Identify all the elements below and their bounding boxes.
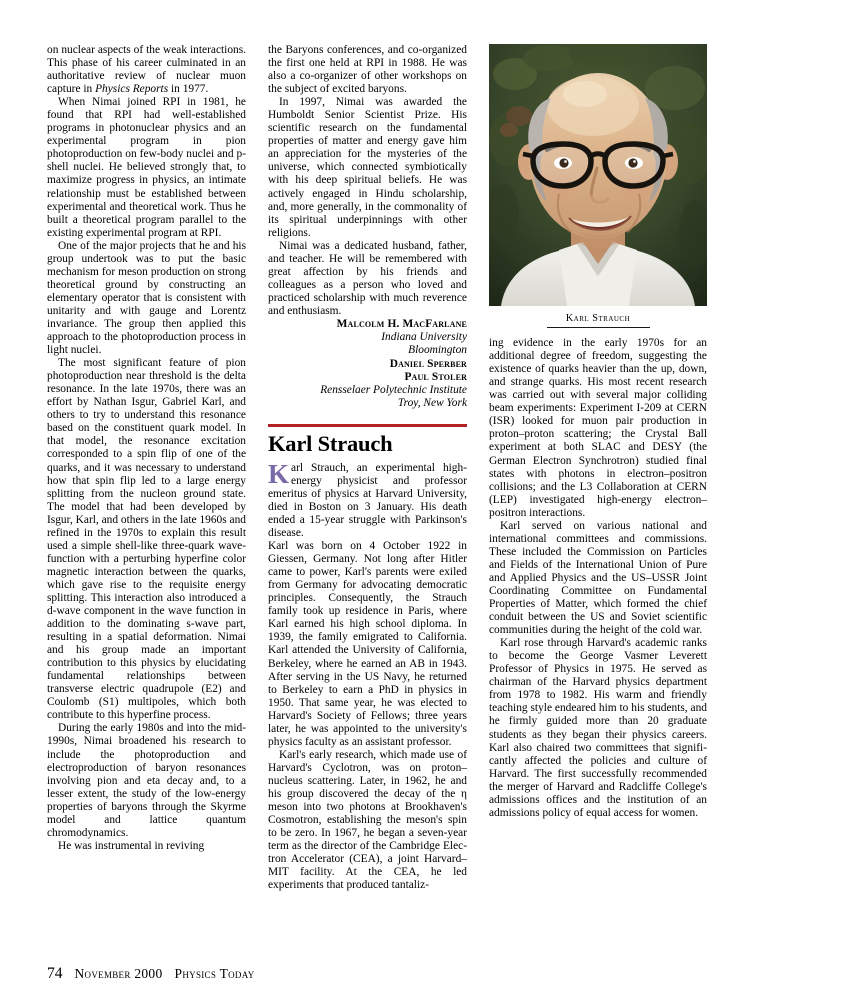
paragraph: He was instrumental in reviving — [58, 839, 205, 852]
column-three — [489, 44, 707, 944]
three-column-layout — [47, 44, 707, 944]
karl-strauch-portrait-photo — [489, 44, 707, 306]
footer-issue-date: November 2000 — [74, 966, 163, 981]
lead-paragraph-text: arl Strauch, an experimental high-energy physicist and professor emeritus of physics at Harvard University, died in Boston on 3 January. His death ended a 15-year struggle with Parkinson's disease. — [268, 461, 467, 540]
paragraph-text-tail: in 1977. — [168, 83, 209, 96]
paragraph: Karl rose through Harvard's academic ranks to become the George Vasmer Leverett Professor of Physics in 1975. He served as chairman of the Harvard physics department from 1978 to 1982. His warm and friendly teaching style endeared him to his students, and he firmly guided more than 20 graduate students as they began their physics careers. Karl also chaired two committees that significantly affected the policies and culture of Harvard. The first successfully recommended the merger of Harvard and Radcliffe College's admissions offices and the institution of an admissions policy of equal access for women. — [489, 637, 707, 819]
paragraph: Karl served on various national and international committees and commissions. These included the Commission on Particles and Fields of the International Union of Pure and Applied Physics and the US–USSR Joint Coordinating Committee on Fundamental Properties of Matter, which formed the chief conduit between the US and Soviet scientific communities during the height of the cold war. — [489, 519, 707, 637]
photo-caption: Karl Strauch — [565, 313, 631, 324]
article-title: Karl Strauch — [268, 430, 393, 456]
photo-block — [489, 44, 707, 328]
affiliation-line: Indiana University — [381, 331, 467, 344]
journal-title-italic: Physics Reports — [95, 83, 169, 96]
signature-affiliation-one-city — [268, 344, 467, 357]
paragraph: One of the major projects that he and his group undertook was to put the basic mechanism for meson production on strong theoretical ground by constructing an elementary operator that is consistent with unitarity and with gauge and Lorentz invariance. The group then applied this approach to the photoproduction process in light nuclei. — [47, 239, 246, 357]
signature-affiliation-two — [268, 384, 467, 397]
affiliation-city: Bloomington — [408, 344, 467, 357]
paragraph: When Nimai joined RPI in 1981, he found that RPI had well-established programs in photonuclear physics and an experimental program in pion photoproduction on few-body nuclei and p-shell nuclei. He believed strongly that, to maximize progress in physics, an intimate relationship must be established between experimental and theoretical work. Thus he built a theoretical program parallel to the existing experimental program at RPI. — [47, 96, 246, 239]
paragraph-text: on nuclear aspects of the weak interactions. This phase of his career culminated in an authoritative review of nuclear muon capture in — [47, 44, 246, 96]
signature-affiliation-one — [268, 331, 467, 344]
paragraph: the Baryons conferences, and co-organized the first one held at RPI in 1988. He was also a co-organizer of other workshops on the subject of excited baryons. — [268, 44, 467, 96]
caption-underline-rule — [547, 327, 650, 328]
footer-publication-name: Physics Today — [174, 966, 255, 981]
author-name: Daniel Sperber — [389, 357, 467, 370]
paragraph: Nimai was a dedicated husband, father, and teacher. He will be remembered with great affection by his friends and colleagues as a person who loved and practiced scholarship with much reverence and enthusiasm. — [268, 239, 467, 317]
author-name: Paul Stoler — [404, 370, 467, 383]
obituary-signature-block — [268, 318, 467, 410]
footer-page-number: 74 — [47, 965, 63, 982]
paragraph: The most significant feature of pion photoproduction near threshold is the delta resonance. In the late 1970s, there was an effort by Nathan Isgur, Gabriel Karl, and others to try to understand this resonance based on the constituent quark model. In that model, the resonance excitation corresponded to a spin flip of one of the quarks, and it was necessary to understand how that spin flip led to a large energy splitting from the nucleon ground state. The model that had been developed by Isgur, Karl, and others in the late 1960s and refined in the 1970s to explain this result used a simple shell-like three-quark wave-function with a perturbing hyperfine color magnetic interaction between the quarks, which gave rise to the requisite energy splitting. This interaction also introduced a d-wave component in the wave function in addition to the dominating s-wave part, resulting in a spatial deformation. Nimai and his group made an important contribution to this physics by elucidating fundamental relationships between transverse electric quadrupole (E2) and Coulomb (S1) multipoles, which both contribute to this hyperfine process. — [47, 357, 246, 722]
paragraph: During the early 1980s and into the mid-1990s, Nimai broadened his research to include the photoproduction and electroproduction of baryon resonances involving pion and eta decay and, to a lesser extent, the study of the low-energy properties of baryons through the Skyrme model and lattice quantum chromodynamics. — [47, 722, 246, 839]
affiliation-line: Rensselaer Polytechnic Institute — [320, 384, 467, 396]
article-top-rule — [268, 424, 467, 426]
article-lead-paragraph — [268, 458, 467, 540]
signature-author-three — [268, 371, 467, 384]
drop-cap-letter: K — [268, 458, 290, 489]
signature-author-one — [268, 318, 467, 331]
signature-affiliation-two-city — [268, 397, 467, 410]
paragraph: Karl was born on 4 October 1922 in Giessen, Germany. Not long after Hitler came to power, Karl's parents were exiled from Germany for advocating democratic principles. Consequently, the Strauch family took up residence in Paris, where Karl earned his high school diploma. In 1939, the family emigrated to California. Karl attended the University of California, Berkeley, where he earned an AB in 1943. After serving in the US Navy, he returned to Berkeley to earn a PhD in physics in 1950. That same year, he was elected to Harvard's Society of Fellows; three years later, he was appointed to the university's physics faculty as an assistant professor. — [268, 540, 467, 748]
author-name: Malcolm H. MacFarlane — [336, 317, 467, 330]
paragraph: In 1997, Nimai was awarded the Humboldt Senior Scientist Prize. His scientific research on the fundamental properties of matter and energy gave him an appreciation for the mysteries of the universe, which connected symbiotically with his deep spiritual beliefs. He was actively engaged in Hindu scholarship, and, more generally, in the commonality of its spiritual underpinnings with other religions. — [268, 96, 467, 239]
affiliation-city: Troy, New York — [397, 397, 467, 410]
paragraph: Karl's early research, which made use of Harvard's Cyclotron, was on proton–nucleus scattering. Later, in 1962, he and his group discovered the decay of the η meson into two photons at Brookhaven's Cosmotron, establishing the meson's spin to be zero. In 1967, he began a seven-year term as the director of the Cambridge Electron Accelerator (CEA), a joint Harvard–MIT facility. At the CEA, he led experiments that produced tantaliz- — [268, 748, 467, 892]
article-heading-block — [268, 424, 467, 455]
signature-author-two — [268, 358, 467, 371]
page-footer — [47, 966, 255, 981]
column-two — [268, 44, 467, 944]
paragraph: ing evidence in the early 1970s for an additional degree of freedom, suggesting the existence of quarks heavier than the up, down, and strange quarks. His most recent research was carried out with several major colliding beam experiments: Experiment I-209 at CERN (ISR) looked for muon pair production in proton–proton scattering; the Crystal Ball experiment at both SLAC and DESY (the German Electron Synchrotron) studied final states with photons in electron–positron collisions; and the L3 Collaboration at CERN (LEP) investigated high-energy electron–positron interactions. — [489, 337, 707, 519]
column-one — [47, 44, 246, 944]
paragraph — [47, 44, 246, 96]
